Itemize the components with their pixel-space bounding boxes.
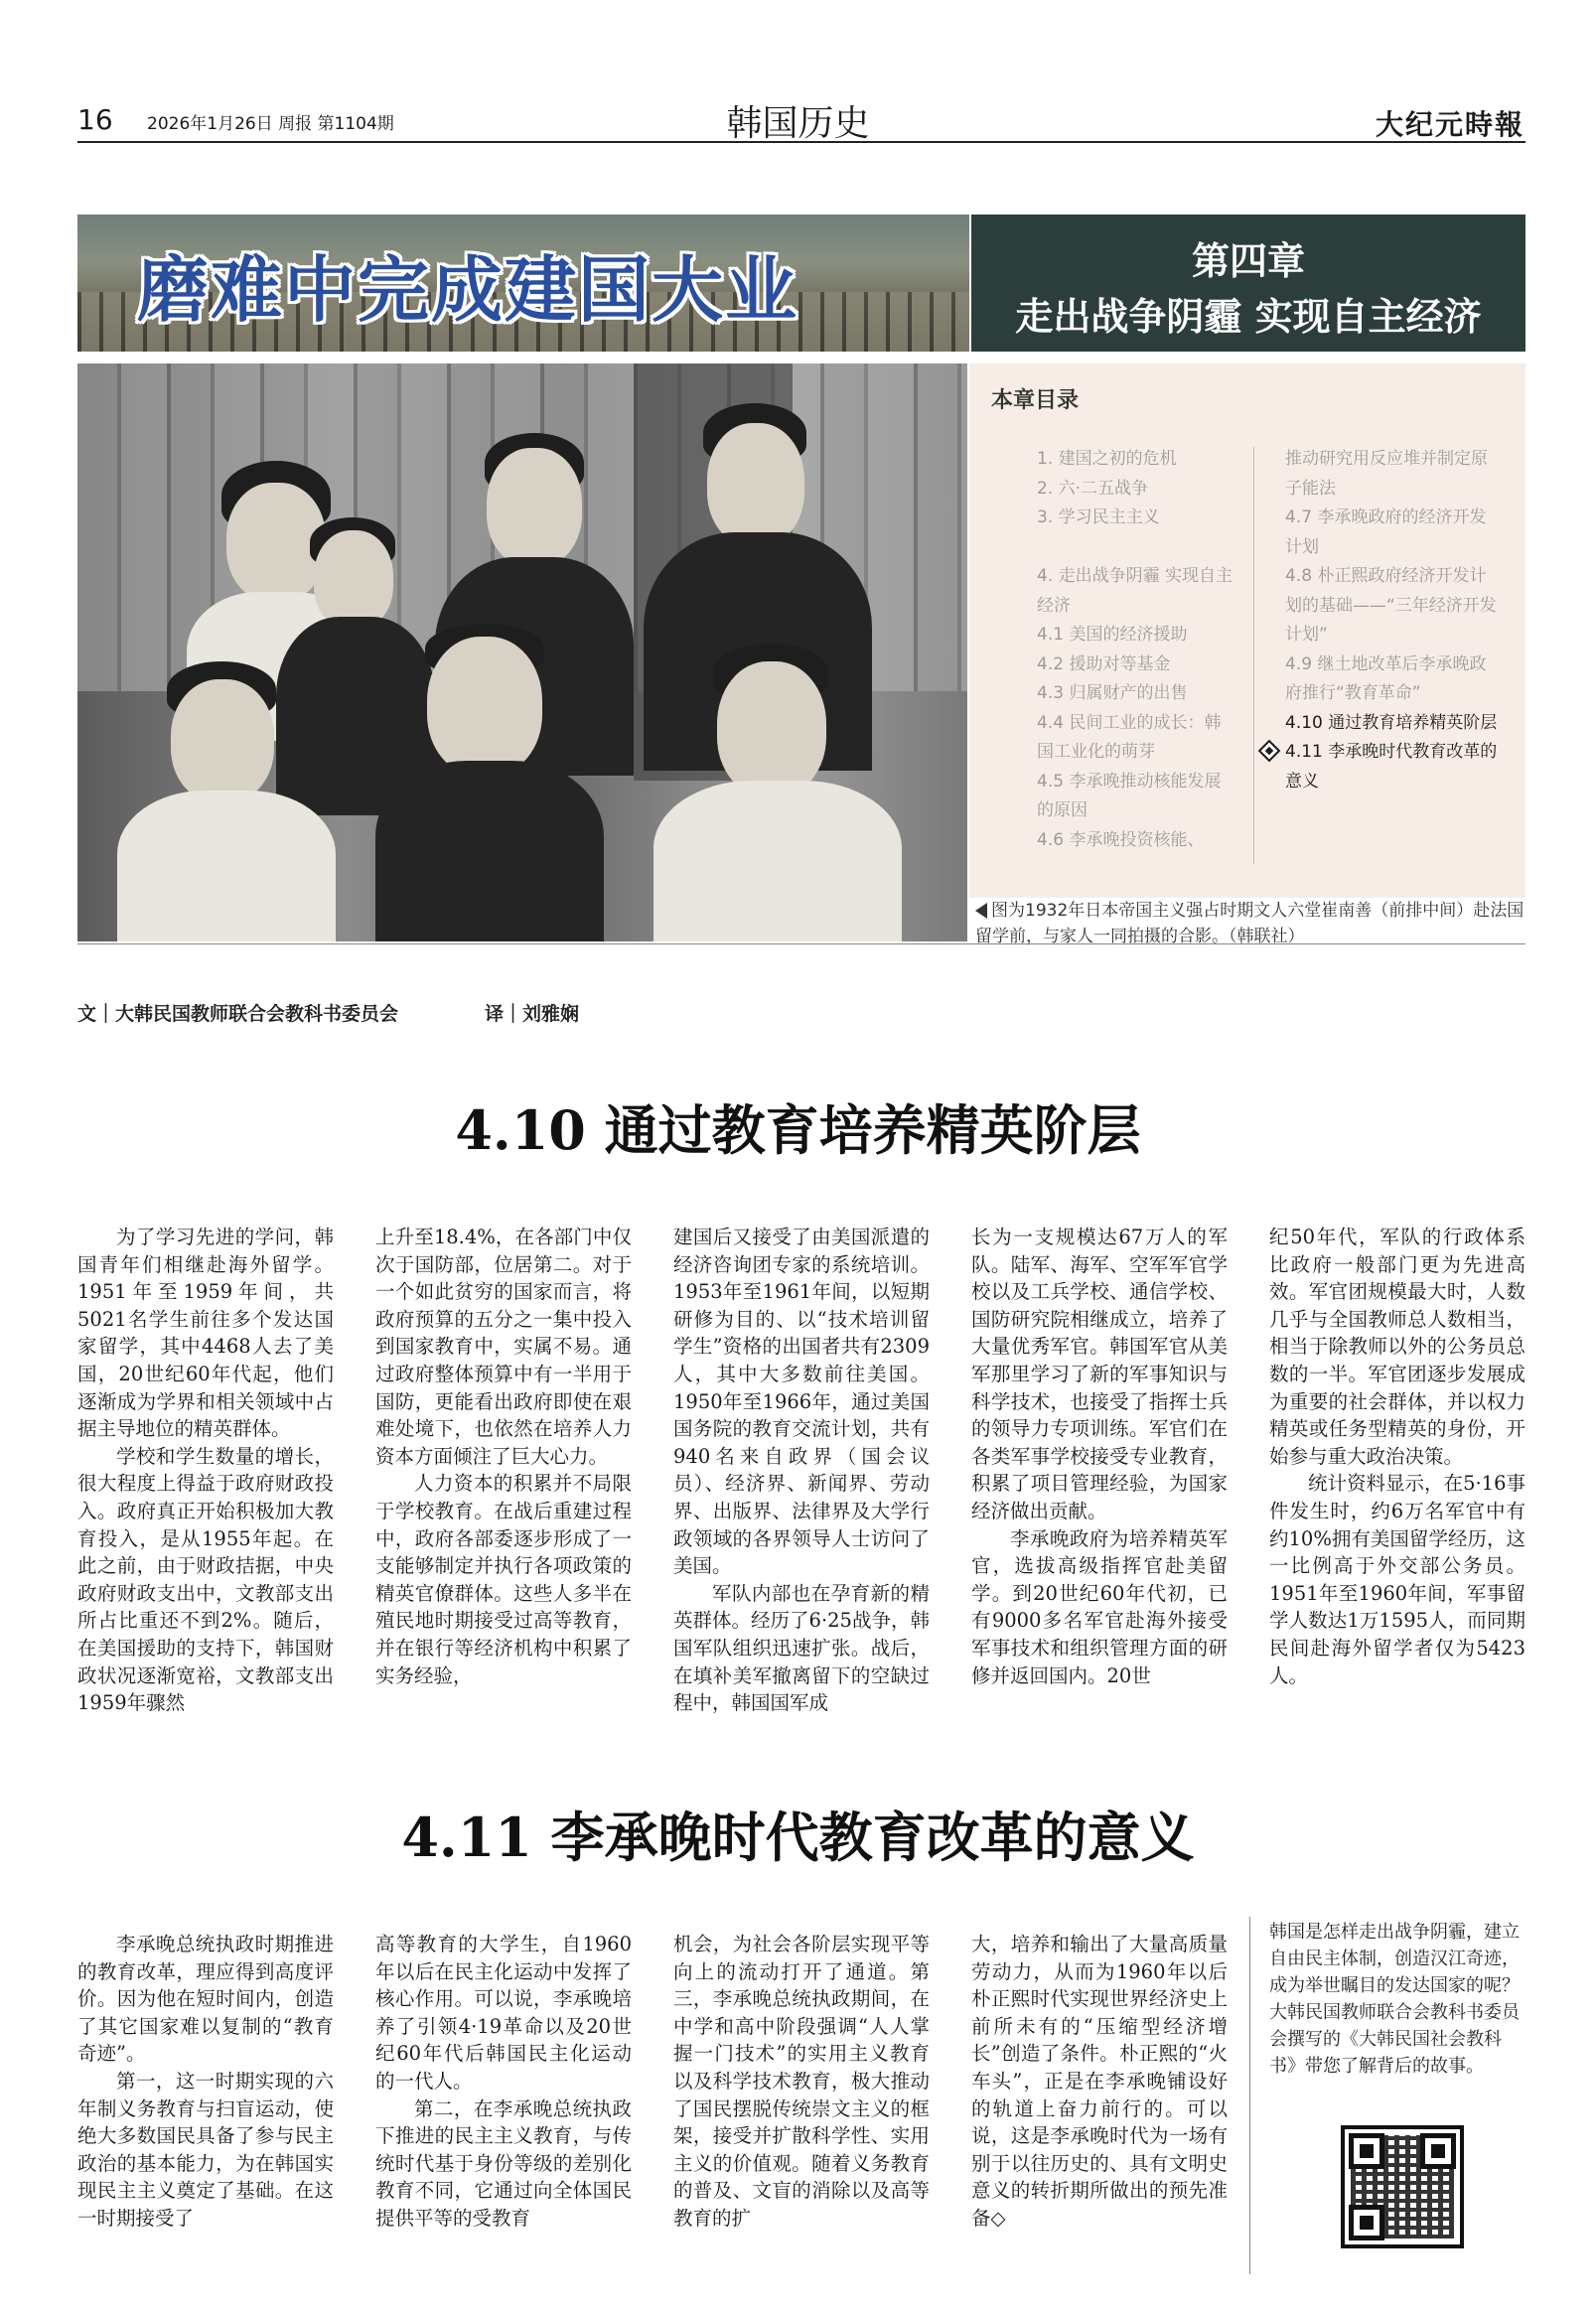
article-column [375,1224,632,1689]
article-column [971,1224,1228,1689]
article-column [375,1931,632,2233]
chapter-toc [969,363,1525,898]
toc-item[interactable]: 4.1 美国的经济援助 [1037,625,1188,645]
photo-caption [975,898,1525,949]
article-column [673,1931,930,2233]
paragraph: 第二，在李承晚总统执政下推进的民主主义教育，与传统时代基于身份等级的差别化教育不同，它通过向全体国民提供平等的受教育 [375,2096,632,2230]
paragraph: 第一，这一时期实现的六年制义务教育与扫盲运动，使绝大多数国民具备了参与民主政治的基本能力，为在韩国实现民主主义奠定了基础。在这一时期接受了 [77,2069,334,2230]
current-section-marker-icon [1258,740,1281,763]
section-heading: 韩国历史 [726,103,870,144]
toc-column-1 [1037,445,1235,855]
person-face [171,679,274,802]
qr-finder-icon [1349,2133,1384,2169]
book-promo-text: 韩国是怎样走出战争阴霾，建立自由民主体制，创造汉江奇迹，成为举世瞩目的发达国家的呢？大韩民国教师联合会教科书委员会撰写的《大韩民国社会教科书》带您了解背后的故事。 [1269,1922,1520,2077]
toc-divider [1253,447,1254,864]
person-face [717,661,826,796]
promo-divider [1249,1917,1250,2274]
translator-byline: 译｜刘雅娴 [485,1003,580,1025]
paragraph: 统计资料显示，在5·16事件发生时，约6万名军官中有约10%拥有美国留学经历，这一比例高于外交部公务员。1951年至1960年间，军事留学人数达1万1595人，而同期民间赴海外留学者仅为5423人。 [1269,1472,1525,1687]
toc-item[interactable]: 4.8 朴正熙政府经济开发计划的基础——“三年经济开发计划” [1285,566,1497,645]
toc-item[interactable]: 4.2 援助对等基金 [1037,653,1171,674]
chapter-title: 走出战争阴霾 实现自主经济 [1015,295,1482,339]
person-body [653,781,902,941]
series-title: 磨难中完成建国大业 [137,248,799,332]
toc-item[interactable]: 4.6 李承晚投资核能、 [1037,829,1205,850]
caption-arrow-icon [975,903,987,919]
article-column [1269,1224,1525,1689]
toc-column-2 [1285,445,1502,796]
chapter-number: 第四章 [1191,239,1305,283]
toc-item[interactable]: 4.4 民间工业的成长：韩国工业化的萌芽 [1037,712,1222,762]
person-face [314,530,393,630]
toc-item[interactable]: 1. 建国之初的危机 [1037,449,1177,469]
paragraph: 李承晚总统执政时期推进的教育改革，理应得到高度评价。因为他在短时间内，创造了其它国家难以复制的“教育奇迹”。 [77,1933,334,2066]
paragraph: 高等教育的大学生，自1960年以后在民主化运动中发挥了核心作用。可以说，李承晚培养了引领4·19革命以及20世纪60年代后韩国民主化运动的一代人。 [375,1933,632,2093]
person-face [707,423,804,546]
article-column [77,1931,334,2233]
person-body [375,761,604,941]
paragraph: 李承晚政府为培养精英军官，选拔高级指挥官赴美留学。到20世纪60年代初，已有9000多名军官赴海外接受军事技术和组织管理方面的研修并返回国内。20世 [971,1526,1228,1687]
paragraph: 纪50年代，军队的行政体系比政府一般部门更为先进高效。军官团规模最大时，人数几乎与全国教师总人数相当，相当于除教师以外的公务员总数的一半。军官团逐步发展成为重要的社会群体，并以权力精英或任务型精英的身份，开始参与重大政治决策。 [1269,1226,1525,1468]
qr-finder-icon [1349,2205,1384,2240]
banner-image [77,215,969,352]
article-column [673,1224,930,1717]
toc-item[interactable]: 4.11 李承晚时代教育改革的意义 [1285,742,1498,792]
toc-heading: 本章目录 [991,388,1080,413]
family-photo [77,363,967,941]
paragraph: 长为一支规模达67万人的军队。陆军、海军、空军军官学校以及工兵学校、通信学校、国防研究院相继成立，培养了大量优秀军官。韩国军官从美军那里学习了新的军事知识与科学技术，也接受了指挥士兵的领导力专项训练。军官们在各类军事学校接受专业教育，积累了项目管理经验，为国家经济做出贡献。 [971,1226,1228,1522]
toc-item[interactable]: 4. 走出战争阴霾 实现自主经济 [1037,566,1233,616]
qr-code-icon[interactable] [1341,2125,1464,2248]
page-number: 16 [77,103,113,136]
paragraph: 为了学习先进的学问，韩国青年们相继赴海外留学。1951年至1959年间，共5021名学生前往多个发达国家留学，其中4468人去了美国，20世纪60年代起，他们逐渐成为学界和相关领域中占据主导地位的精英群体。 [77,1226,334,1441]
toc-item[interactable]: 4.7 李承晚政府的经济开发计划 [1285,507,1487,557]
photo-caption-text: 图为1932年日本帝国主义强占时期文人六堂崔南善（前排中间）赴法国留学前，与家人一同拍摄的合影。（韩联社） [975,901,1524,946]
header-rule [77,141,1525,143]
section-title: 4.10 通过教育培养精英阶层 [455,1098,1141,1162]
photo-bottom-rule [77,943,1525,944]
newspaper-logo: 大纪元時報 [1375,108,1524,141]
qr-finder-icon [1420,2133,1456,2169]
person-face [487,448,582,567]
article-column [77,1224,334,1717]
paragraph: 军队内部也在孕育新的精英群体。经历了6·25战争，韩国军队组织迅速扩张。战后，在填补美军撤离留下的空缺过程中，韩国国军成 [673,1581,930,1715]
toc-item-current[interactable]: 4.10 通过教育培养精英阶层 [1285,712,1498,733]
paragraph: 上升至18.4%，在各部门中仅次于国防部，位居第二。对于一个如此贫穷的国家而言，将政府预算的五分之一集中投入到国家教育中，实属不易。通过政府整体预算中有一半用于国防，更能看出政府即使在艰难处境下，也依然在培养人力资本方面倾注了巨大心力。 [375,1226,632,1468]
paragraph: 机会，为社会各阶层实现平等向上的流动打开了通道。第三，李承晚总统执政期间，在中学和高中阶段强调“人人掌握一门技术”的实用主义教育以及科学技术教育，极大推动了国民摆脱传统崇文主义的框架，接受并扩散科学性、实用主义的价值观。随着义务教育的普及、文盲的消除以及高等教育的扩 [673,1933,930,2230]
chapter-header [971,215,1525,352]
paragraph: 大，培养和输出了大量高质量劳动力，从而为1960年以后朴正熙时代实现世界经济史上前所未有的“压缩型经济增长”创造了条件。朴正熙的“火车头”，正是在李承晚铺设好的轨道上奋力前行的。可以说，这是李承晚时代为一场有别于以往历史的、具有文明史意义的转折期所做出的预先准备◇ [971,1933,1228,2230]
paragraph: 学校和学生数量的增长，很大程度上得益于政府财政投入。政府真正开始积极加大教育投入，是从1955年起。在此之前，由于财政拮据，中央政府财政支出中，文教部支出所占比重还不到2%。随后，在美国援助的支持下，韩国财政状况逐渐宽裕，文教部支出1959年骤然 [77,1444,334,1715]
paragraph: 建国后又接受了由美国派遣的经济咨询团专家的系统培训。1953年至1961年间，以短期研修为目的、以“技术培训留学生”资格的出国者共有2309人，其中大多数前往美国。1950年至1966年，通过美国国务院的教育交流计划，共有940名来自政界（国会议员）、经济界、新闻界、劳动界、出版界、法律界及大学行政领域的各界领导人士访问了美国。 [673,1226,930,1578]
author-byline: 文｜大韩民国教师联合会教科书委员会 [77,1003,399,1025]
toc-item[interactable]: 2. 六·二五战争 [1037,478,1149,499]
toc-item[interactable]: 4.3 归属财产的出售 [1037,683,1188,703]
toc-item[interactable]: 推动研究用反应堆并制定原子能法 [1285,449,1488,499]
toc-item[interactable]: 4.9 继土地改革后李承晚政府推行“教育革命” [1285,653,1487,703]
section-title: 4.11 李承晚时代教育改革的意义 [401,1805,1195,1869]
issue-date: 2026年1月26日 周报 第1104期 [147,114,394,134]
toc-item[interactable]: 4.5 李承晚推动核能发展的原因 [1037,771,1222,820]
paragraph: 人力资本的积累并不局限于学校教育。在战后重建过程中，政府各部委逐步形成了一支能够制定并执行各项政策的精英官僚群体。这些人多半在殖民地时期接受过高等教育，并在银行等经济机构中积累了实务经验， [375,1472,632,1687]
toc-item[interactable]: 3. 学习民主主义 [1037,507,1160,527]
person-face [427,637,542,776]
article-column [971,1931,1228,2233]
person-body [117,791,336,941]
